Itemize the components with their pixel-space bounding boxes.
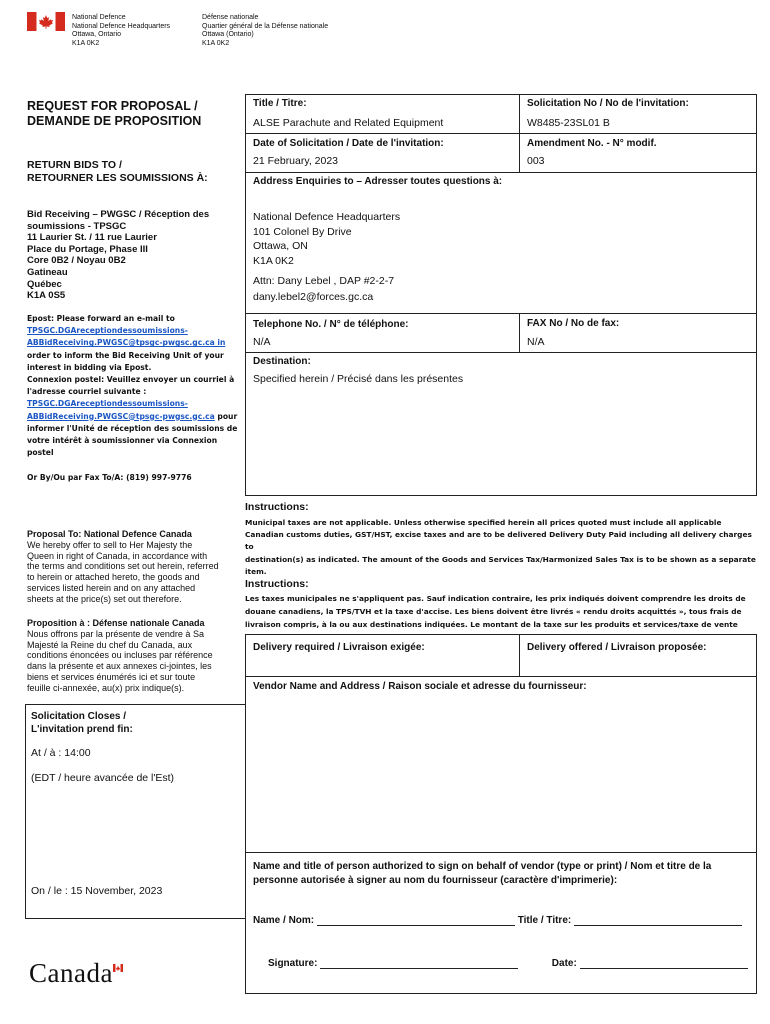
proposal-en-text: services listed herein and on any attached <box>27 582 196 593</box>
date-label: Date of Solicitation / Date de l'invitation: <box>253 138 444 149</box>
amendment-value: 003 <box>527 155 545 167</box>
return-bids-heading <box>27 159 208 185</box>
solicitation-label: Solicitation No / No de l'invitation: <box>527 98 689 109</box>
closes-date: On / le : 15 November, 2023 <box>31 885 163 897</box>
name-field[interactable] <box>317 915 515 926</box>
header-english <box>72 14 202 48</box>
vendor-label: Vendor Name and Address / Raison sociale et adresse du fournisseur: <box>253 681 587 692</box>
instructions-fr-title: Instructions: <box>245 578 309 590</box>
instructions-fr <box>245 592 760 631</box>
divider <box>245 676 757 677</box>
solicitation-value: W8485-23SL01 B <box>527 117 610 129</box>
divider <box>519 634 520 676</box>
signature-date-row <box>268 958 758 969</box>
header-fr-line: Quartier général de la Défense nationale <box>202 22 329 30</box>
header-fr-line: Défense nationale <box>202 14 259 21</box>
address-line: soumissions - TPSGC <box>27 220 127 232</box>
telephone-value: N/A <box>253 336 271 348</box>
proposal-fr-text: feuille ci-annexée, au(x) prix indique(s). <box>27 682 185 693</box>
date-signed-field[interactable] <box>580 958 748 969</box>
proposal-fr-text: Nous offrons par la présente de vendre à Sa <box>27 628 204 639</box>
connexion-label: Connexion postel: Veuillez envoyer un courriel à <box>27 375 235 385</box>
epost-instructions <box>27 313 242 459</box>
proposal-en-title: Proposal To: National Defence Canada <box>27 529 192 539</box>
enquiries-address <box>253 210 400 268</box>
closes-title <box>31 711 133 736</box>
divider <box>245 313 757 314</box>
proposal-fr-text: dans la présente et aux annexes ci-jointes, les <box>27 661 212 672</box>
fax-number-label: FAX No / No de fax: <box>527 318 620 329</box>
epost-email-link[interactable]: ABBidReceiving.PWGSC@tpsgc-pwgsc.gc.ca in <box>27 338 226 348</box>
connexion-text: l'adresse courriel suivante : <box>27 387 147 397</box>
proposal-en-text: We hereby offer to sell to Her Majesty the <box>27 539 193 550</box>
form-title-line: REQUEST FOR PROPOSAL / <box>27 99 198 113</box>
address-line: Gatineau <box>27 266 68 278</box>
connexion-text: pour <box>214 411 238 421</box>
instructions-fr-line: Les taxes municipales ne s'appliquent pas. Sauf indication contraire, les prix indiqués doivent comprendre les droits de <box>245 594 746 603</box>
divider <box>519 313 520 352</box>
connexion-text: informer l'Unité de réception des soumissions de <box>27 423 238 433</box>
instructions-en-line: Canadian customs duties, GST/HST, excise taxes and are to be delivered Delivery Duty Paid including all delivery charges to <box>245 530 752 552</box>
header-en-line: K1A 0K2 <box>72 39 100 47</box>
header-fr-line: Ottawa (Ontario) <box>202 31 254 38</box>
date-signed-label: Date: <box>551 958 577 969</box>
header-en-line: National Defence Headquarters <box>72 22 171 30</box>
address-line: 11 Laurier St. / 11 rue Laurier <box>27 232 157 244</box>
divider <box>245 172 757 173</box>
instructions-en-title: Instructions: <box>245 501 309 513</box>
enquiries-email: dany.lebel2@forces.gc.ca <box>253 291 374 303</box>
instructions-en <box>245 517 760 578</box>
proposal-english <box>27 529 242 605</box>
closes-title-line: Solicitation Closes / <box>31 711 127 722</box>
proposal-fr-text: conditions énoncées ou incluses par référence <box>27 650 213 661</box>
header-fr-line: K1A 0K2 <box>202 39 230 47</box>
divider <box>245 133 757 134</box>
enquiries-label: Address Enquiries to – Adresser toutes questions à: <box>253 176 503 187</box>
delivery-required-label: Delivery required / Livraison exigée: <box>253 642 425 653</box>
signature-field[interactable] <box>320 958 518 969</box>
proposal-fr-title: Proposition à : Défense nationale Canada <box>27 618 205 628</box>
proposal-en-text: sheets at the price(s) set out therefore. <box>27 593 182 604</box>
connexion-text: votre intérêt à soumissionner via Connexion <box>27 436 218 446</box>
proposal-en-text: Queen in right of Canada, in accordance with <box>27 550 208 561</box>
date-value: 21 February, 2023 <box>253 155 339 167</box>
title-label: Title / Titre: <box>253 98 307 109</box>
divider <box>245 852 757 853</box>
wordmark-flag-icon <box>113 964 123 972</box>
title-field[interactable] <box>574 915 742 926</box>
address-line: Québec <box>27 278 62 290</box>
signature-name-row <box>253 915 753 926</box>
canada-wordmark-text: Canada <box>29 958 113 988</box>
proposal-en-text: to herein or attached hereto, the goods and <box>27 572 200 583</box>
enquiries-address-line: 101 Colonel By Drive <box>253 225 352 238</box>
delivery-offered-label: Delivery offered / Livraison proposée: <box>527 642 707 653</box>
instructions-en-line: item. <box>245 566 267 576</box>
address-line: Core 0B2 / Noyau 0B2 <box>27 255 126 267</box>
closes-title-line: L'invitation prend fin: <box>31 723 133 735</box>
closes-timezone: (EDT / heure avancée de l'Est) <box>31 772 175 784</box>
address-line: Bid Receiving – PWGSC / Réception des <box>27 209 210 220</box>
signature-label: Signature: <box>268 958 318 969</box>
bid-receiving-address <box>27 209 237 302</box>
form-title <box>27 99 201 129</box>
instructions-en-line: Municipal taxes are not applicable. Unless otherwise specified herein all prices quoted must include all applicable <box>245 518 722 527</box>
instructions-fr-line: douane canadiens, la TPS/TVH et la taxe d'accise. Les biens doivent être livrés « rendu droits acquittés », tous frais de <box>245 607 742 616</box>
name-label: Name / Nom: <box>253 915 315 926</box>
epost-text: order to inform the Bid Receiving Unit of your <box>27 350 224 360</box>
address-line: K1A 0S5 <box>27 290 66 302</box>
proposal-en-text: the terms and conditions set out herein, referred <box>27 561 219 572</box>
authorized-label-line: personne autorisée à signer au nom du fournisseur (caractère d'imprimerie): <box>253 875 618 886</box>
header-en-line: National Defence <box>72 14 126 21</box>
authorized-label-line: Name and title of person authorized to sign on behalf of vendor (type or print) / Nom et titre de la <box>253 861 712 872</box>
canada-flag-icon <box>27 12 65 31</box>
enquiries-address-line: National Defence Headquarters <box>253 211 401 223</box>
instructions-en-line: destination(s) as indicated. The amount of the Goods and Services Tax/Harmonized Sales Tax is to be shown as a separate <box>245 554 756 564</box>
destination-label: Destination: <box>253 356 311 367</box>
return-bids-line: RETOURNER LES SOUMISSIONS À: <box>27 172 208 184</box>
proposal-fr-text: Majesté la Reine du chef du Canada, aux <box>27 639 193 650</box>
destination-value: Specified herein / Précisé dans les présentes <box>253 373 464 385</box>
authorized-label <box>253 860 753 888</box>
amendment-label: Amendment No. - N° modif. <box>527 138 657 149</box>
delivery-offered-field[interactable] <box>524 656 752 674</box>
connexion-email-link[interactable]: TPSGC.DGAreceptiondessoumissions- <box>27 399 188 409</box>
closes-time: At / à : 14:00 <box>31 747 91 759</box>
delivery-required-field[interactable] <box>250 656 515 674</box>
fax-number-value: N/A <box>527 336 545 348</box>
epost-text: interest in bidding via Epost. <box>27 362 152 372</box>
proposal-french <box>27 618 242 694</box>
title-value: ALSE Parachute and Related Equipment <box>253 117 444 129</box>
instructions-fr-line: livraison compris, à la ou aux destinations indiquées. Le montant de la taxe sur les produits et services/taxe de vente <box>245 620 738 629</box>
enquiries-attn: Attn: Dany Lebel , DAP #2-2-7 <box>253 275 395 287</box>
vendor-field[interactable] <box>250 696 752 848</box>
return-bids-line: RETURN BIDS TO / <box>27 159 122 171</box>
connexion-text: postel <box>27 448 54 458</box>
epost-label: Epost: Please forward an e-mail to <box>27 314 175 323</box>
enquiries-address-line: Ottawa, ON <box>253 240 308 253</box>
proposal-fr-text: biens et services énumérés ici et sur toute <box>27 671 196 682</box>
title-signer-label: Title / Titre: <box>517 915 572 926</box>
telephone-label: Telephone No. / N° de téléphone: <box>253 319 409 330</box>
enquiries-address-line: K1A 0K2 <box>253 254 294 267</box>
fax-line: Or By/Ou par Fax To/A: (819) 997-9776 <box>27 473 192 482</box>
header-french <box>202 14 402 48</box>
divider <box>245 352 757 353</box>
canada-wordmark <box>29 958 113 989</box>
address-line: Place du Portage, Phase III <box>27 243 148 255</box>
epost-email-link[interactable]: TPSGC.DGAreceptiondessoumissions- <box>27 326 188 336</box>
connexion-email-link[interactable]: ABBidReceiving.PWGSC@tpsgc-pwgsc.gc.ca <box>27 411 215 421</box>
header-en-line: Ottawa, Ontario <box>72 31 122 38</box>
form-title-line: DEMANDE DE PROPOSITION <box>27 114 202 128</box>
